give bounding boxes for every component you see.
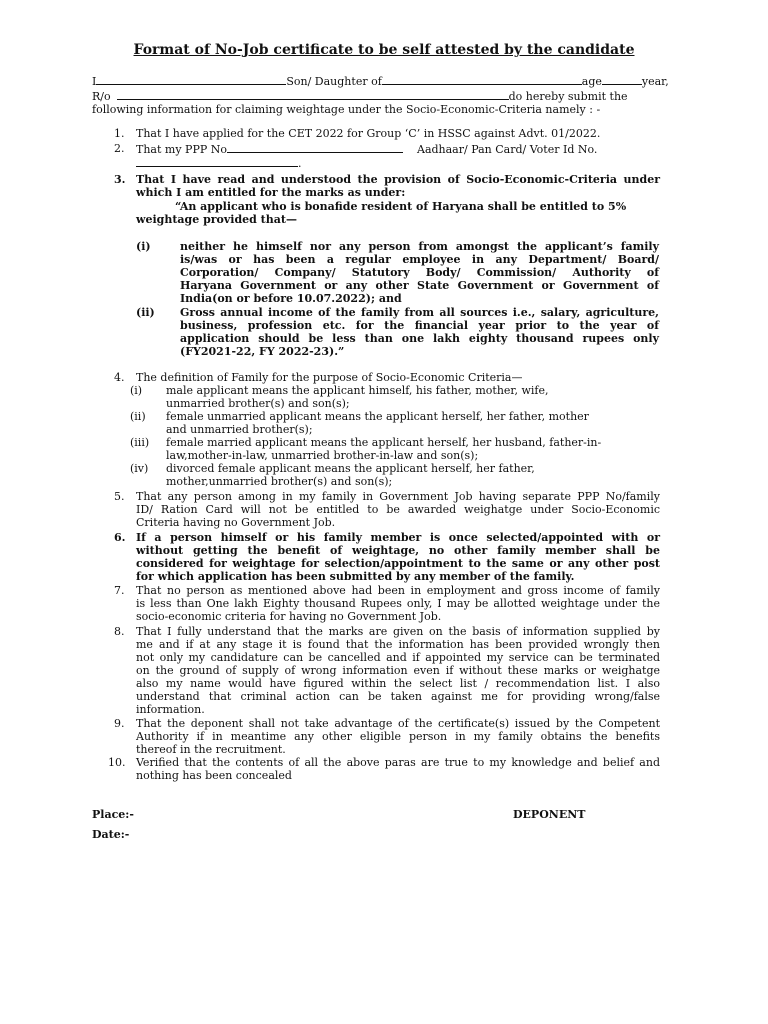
clause-i-line-5: India(on or before 10.07.2022); and [180,292,402,305]
item-8-line-6: understand that criminal action can be taken against me for providing wrong/false [136,690,660,703]
item-2-number: 2. [114,142,125,155]
family-i-line-1: male applicant means the applicant himself, his father, mother, wife, [166,384,549,397]
family-iv-number: (iv) [130,462,149,475]
ro-label: R/o [92,90,111,103]
item-6-line-4: for which application has been submitted by any member of the family. [136,570,575,583]
year-label: year, [641,75,669,88]
ppp-label: That my PPP No [136,143,227,156]
family-ii-line-1: female unmarried applicant means the applicant herself, her father, mother [166,410,589,423]
item-1-number: 1. [114,127,125,140]
item-3-line-1: That I have read and understood the provision of Socio-Economic-Criteria under [136,173,660,186]
item-5-line-2: ID/ Ration Card will not be entitled to be awarded weighatge under Socio-Economic [136,503,660,516]
item-6-line-1: If a person himself or his family member is once selected/appointed with or [136,531,660,544]
item-9-line-2: Authority if in meantime any other eligible person in my family obtains the benefits [136,730,660,743]
date-label: Date:- [92,828,130,841]
clause-ii-line-1: Gross annual income of the family from all sources i.e., salary, agriculture, [180,306,659,319]
deponent-label: DEPONENT [513,808,586,821]
ppp-blank [227,142,403,153]
clause-i-line-3: Corporation/ Company/ Statutory Body/ Commission/ Authority of [180,266,659,279]
item-1-text: That I have applied for the CET 2022 for Group ‘C’ in HSSC against Advt. 01/2022. [136,127,601,140]
item-5-line-3: Criteria having no Government Job. [136,516,336,529]
place-label: Place:- [92,808,134,821]
item-6-line-3: considered for weightage for selection/appointment to the same or any other post [136,557,660,570]
item-2-line-2 [136,156,302,170]
quote-line-1: “An applicant who is bonafide resident of Haryana shall be entitled to 5% [175,200,627,213]
item-7-number: 7. [114,584,125,597]
clause-i-line-1: neither he himself nor any person from amongst the applicant’s family [180,240,659,253]
item-10-line-1: Verified that the contents of all the above paras are true to my knowledge and belief and [136,756,660,769]
son-daughter-label: Son/ Daughter of [286,75,382,88]
intro-line-1 [92,74,669,88]
family-iv-line-2: mother,unmarried brother(s) and son(s); [166,475,393,488]
residence-blank [117,89,509,100]
family-iv-line-1: divorced female applicant means the applicant herself, her father, [166,462,535,475]
age-blank [602,74,642,85]
item-8-line-2: me and if at any stage it is found that the information has been provided wrongly then [136,638,660,651]
family-iii-line-1: female married applicant means the applicant herself, her husband, father-in- [166,436,602,449]
item-8-number: 8. [114,625,125,638]
intro-line-3: following information for claiming weightage under the Socio-Economic-Criteria namely : - [92,103,601,116]
family-ii-line-2: and unmarried brother(s); [166,423,313,436]
age-label: age [581,75,602,88]
clause-ii-number: (ii) [136,306,155,319]
name-blank [96,74,286,85]
item-8-line-7: information. [136,703,205,716]
item-5-line-1: That any person among in my family in Government Job having separate PPP No/family [136,490,660,503]
item-3-number: 3. [114,173,126,186]
item-6-line-2: without getting the benefit of weightage, no other family member shall be [136,544,660,557]
item-2-end: . [298,157,302,170]
item-8-line-3: not only my candidature can be cancelled and if appointed my service can be terminated [136,651,660,664]
item-5-number: 5. [114,490,125,503]
item-9-number: 9. [114,717,125,730]
item-8-line-1: That I fully understand that the marks are given on the basis of information supplied by [136,625,660,638]
clause-i-line-2: is/was or has been a regular employee in any Department/ Board/ [180,253,659,266]
clause-i-line-4: Haryana Government or any other State Government or Government of [180,279,659,292]
id-label: Aadhaar/ Pan Card/ Voter Id No. [417,143,598,156]
item-3-line-2: which I am entitled for the marks as under: [136,186,406,199]
item-7-line-2: is less than One lakh Eighty thousand Rupees only, I may be allotted weightage under the [136,597,660,610]
clause-ii-line-3: application should be less than one lakh eighty thousand rupees only [180,332,659,345]
clause-ii-line-4: (FY2021-22, FY 2022-23).” [180,345,345,358]
id-number-blank [136,156,298,167]
item-8-line-5: also my name would have figured within the select list / recommendation list. I also [136,677,660,690]
item-7-line-1: That no person as mentioned above had been in employment and gross income of family [136,584,660,597]
family-iii-line-2: law,mother-in-law, unmarried brother-in-law and son(s); [166,449,479,462]
submit-label: do hereby submit the [508,90,628,103]
parent-name-blank [382,74,582,85]
item-9-line-1: That the deponent shall not take advantage of the certificate(s) issued by the Competent [136,717,660,730]
family-i-line-2: unmarried brother(s) and son(s); [166,397,350,410]
item-8-line-4: on the ground of supply of wrong information even if without these marks or weighatge [136,664,660,677]
item-7-line-3: socio-economic criteria for having no Government Job. [136,610,442,623]
item-2-line-1 [136,142,597,156]
quote-line-2: weightage provided that— [136,213,297,226]
clause-ii-line-2: business, profession etc. for the financial year prior to the year of [180,319,659,332]
item-10-line-2: nothing has been concealed [136,769,292,782]
item-6-number: 6. [114,531,126,544]
family-ii-number: (ii) [130,410,146,423]
item-10-number: 10. [108,756,126,769]
item-9-line-3: thereof in the recruitment. [136,743,286,756]
family-i-number: (i) [130,384,143,397]
clause-i-number: (i) [136,240,151,253]
i-label: I [92,75,97,88]
intro-line-2 [92,89,628,103]
document-title: Format of No-Job certificate to be self attested by the candidate [133,42,635,58]
item-4-number: 4. [114,371,125,384]
family-iii-number: (iii) [130,436,150,449]
item-4-text: The definition of Family for the purpose of Socio-Economic Criteria— [136,371,523,384]
